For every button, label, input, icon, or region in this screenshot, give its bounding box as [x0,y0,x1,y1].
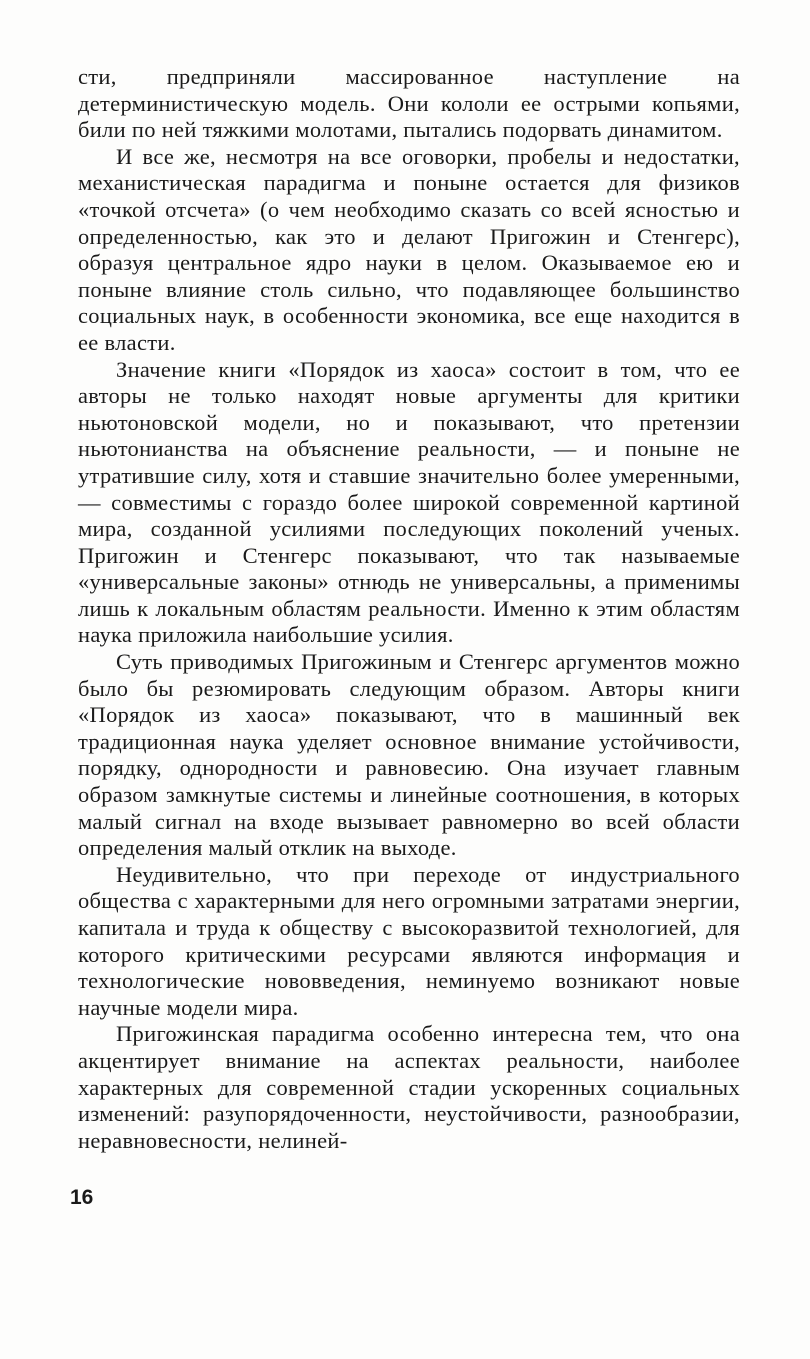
page-number: 16 [70,1186,94,1209]
paragraph: И все же, несмотря на все оговорки, пробелы и недостатки, механистическая парадигма и поныне остается для физиков «точкой отсчета» (о чем необходимо сказать со всей ясностью и определенностью, как это и делают Пригожин и Стенгерс), образуя центральное ядро науки в целом. Оказываемое ею и поныне влияние столь сильно, что подавляющее большинство социальных наук, в особенности экономика, все еще находится в ее власти. [78,143,740,355]
body-text [78,64,740,1154]
paragraph: Пригожинская парадигма особенно интересна тем, что она акцентирует внимание на аспектах реальности, наиболее характерных для современной стадии ускоренных социальных изменений: разупорядоченности, неустойчивости, разнообразии, неравновесности, нелиней- [78,1021,740,1153]
paragraph: Суть приводимых Пригожиным и Стенгерс аргументов можно было бы резюмировать следующим образом. Авторы книги «Порядок из хаоса» показывают, что в машинный век традиционная наука уделяет основное внимание устойчивости, порядку, однородности и равновесию. Она изучает главным образом замкнутые системы и линейные соотношения, в которых малый сигнал на входе вызывает равномерно во всей области определения малый отклик на выходе. [78,649,740,861]
paragraph-continued: сти, предприняли массированное наступление на детерминистическую модель. Они кололи ее острыми копьями, били по ней тяжкими молотами, пытались подорвать динамитом. [78,64,740,143]
paragraph: Значение книги «Порядок из хаоса» состоит в том, что ее авторы не только находят новые аргументы для критики ньютоновской модели, но и показывают, что претензии ньютонианства на объяснение реальности, — и поныне не утратившие силу, хотя и ставшие значительно более умеренными, — совместимы с гораздо более широкой современной картиной мира, созданной усилиями последующих поколений ученых. Пригожин и Стенгерс показывают, что так называемые «универсальные законы» отнюдь не универсальны, а применимы лишь к локальным областям реальности. Именно к этим областям наука приложила наибольшие усилия. [78,356,740,648]
paragraph: Неудивительно, что при переходе от индустриального общества с характерными для него огромными затратами энергии, капитала и труда к обществу с высокоразвитой технологией, для которого критическими ресурсами являются информация и технологические нововведения, неминуемо возникают новые научные модели мира. [78,861,740,1020]
